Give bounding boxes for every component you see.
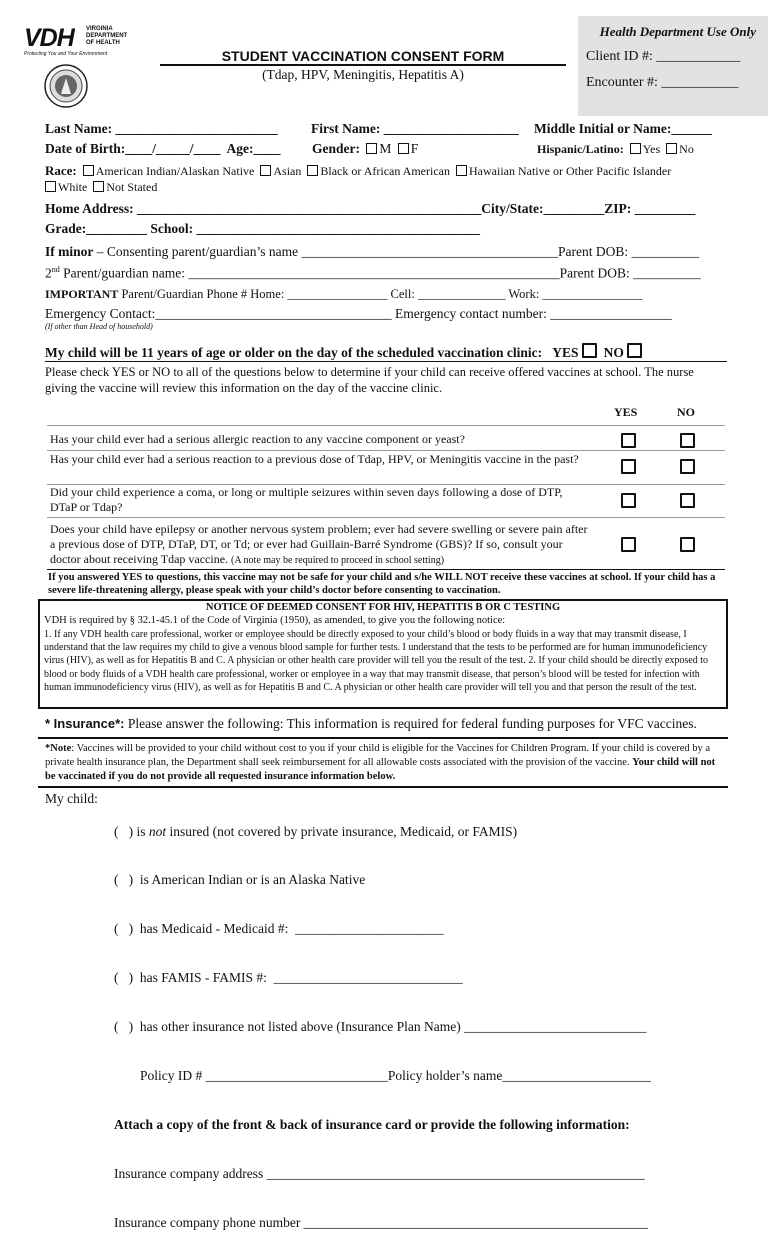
consenting-parent-field[interactable]: If minor – Consenting parent/guardian’s name ______________________________________Parent DOB: __________: [45, 244, 699, 259]
company-phone-field[interactable]: Insurance company phone number ___________________________________________________: [114, 1214, 648, 1230]
hispanic-group: [537, 142, 694, 157]
race-asian-checkbox[interactable]: [260, 165, 271, 176]
client-id-field[interactable]: Client ID #: ____________: [586, 49, 741, 64]
notice-box: [38, 599, 728, 709]
emergency-note: (If other than Head of household): [45, 322, 153, 331]
age-question-rule: [45, 361, 727, 362]
race-hawaiian-label: Hawaiian Native or Other Pacific Islander: [469, 164, 672, 178]
form-subtitle: (Tdap, HPV, Meningitis, Hepatitis A): [262, 67, 464, 82]
race-group: [45, 163, 725, 195]
race-black-label: Black or African American: [320, 164, 450, 178]
notice-title: NOTICE OF DEEMED CONSENT FOR HIV, HEPATITIS B OR C TESTING: [205, 602, 561, 613]
race-not-stated-checkbox[interactable]: [93, 181, 104, 192]
table-rule: [47, 569, 725, 570]
form-title: STUDENT VACCINATION CONSENT FORM: [221, 48, 505, 64]
policy-id-field[interactable]: Policy ID # ___________________________Policy holder’s name______________________: [140, 1068, 651, 1084]
instructions-text: Please check YES or NO to all of the questions below to determine if your child can receive offered vaccines at school. The nurse giving the vaccine will review this information on the day of the vaccine clinic.: [45, 365, 694, 395]
gender-m-checkbox[interactable]: [366, 143, 377, 154]
health-dept-use-box: [578, 16, 768, 116]
notice-body: 1. If any VDH health care professional, worker or employee should be directly exposed to your child’s blood or body fluids in a way that may transmit disease, I understand that the law requires my child to give a venous blood sample for further tests. I understand that the tests to be performed are for human immunodeficiency virus (HIV), as well as for Hepatitis B and C. A physician or other health care provider will tell you the result of the test. 2. If your child should be directly exposed to blood or body fluids of a VDH health care professional, worker or employee in a way that may transmit disease, that person’s blood will be tested for infection with human immunodeficiency virus (HIV), as well as for Hepatitis B and C. A physician or other health care provider will tell you and that person the result of the test.: [44, 629, 709, 693]
question-3: Did your child experience a coma, or long or multiple seizures within seven days following a dose of DTP, DTaP or Tdap?: [50, 485, 563, 514]
health-dept-use-title: Health Department Use Only: [599, 24, 756, 39]
warning-text: If you answered YES to questions, this vaccine may not be safe for your child and s/he WILL NOT receive these vaccines at school. If your child has a severe life-threatening allergy, please speak with your child’s doctor before consenting to vaccination.: [48, 572, 716, 596]
insurance-options: [114, 791, 651, 1247]
grade-school-field[interactable]: Grade:_________ School: __________________________________________: [45, 221, 480, 236]
q1-yes-checkbox[interactable]: [621, 433, 636, 448]
yes-column-header: YES: [614, 405, 638, 419]
first-name-field[interactable]: First Name: ____________________: [311, 121, 519, 136]
option-other-insurance[interactable]: ( ) has other insurance not listed above (Insurance Plan Name) ___________________________: [114, 1019, 647, 1035]
gender-f-checkbox[interactable]: [398, 143, 409, 154]
race-hawaiian-checkbox[interactable]: [456, 165, 467, 176]
gender-group: [312, 141, 418, 157]
option-medicaid[interactable]: ( ) has Medicaid - Medicaid #: ______________________: [114, 921, 444, 937]
gender-m-label: M: [379, 141, 392, 156]
age-question: My child will be 11 years of age or older on the day of the scheduled vaccination clinic: YES NO: [45, 343, 642, 361]
insurance-rule-top: [38, 737, 728, 739]
race-white-checkbox[interactable]: [45, 181, 56, 192]
insurance-rule-bottom: [38, 786, 728, 788]
parent-phone-field[interactable]: IMPORTANT Parent/Guardian Phone # Home: ________________ Cell: ______________ Work: ________________: [45, 287, 643, 301]
question-4: Does your child have epilepsy or another nervous system problem; ever had severe swelling or severe pain after a previous dose of DTP, DTaP, DT, or Td; or ever had Guillain-Barré Syndrome (GBS)? If so, consult your doctor about receiving Tdap vaccine. (A note may be required to proceed in school setting): [50, 522, 588, 566]
table-rule: [47, 450, 725, 451]
insurance-note: *Note: Vaccines will be provided to your child without cost to you if your child is eligible for the Vaccines for Children Program. If your child is covered by a private health insurance plan, the Department shall seek reimbursement for all allowable costs associated with the provision of the vaccine. Your child will not be vaccinated if you do not provide all requested insurance information below.: [45, 743, 716, 782]
age-no-checkbox[interactable]: [627, 343, 642, 358]
gender-label: Gender:: [312, 141, 360, 156]
last-name-field[interactable]: Last Name: ________________________: [45, 121, 278, 136]
race-not-stated-label: Not Stated: [106, 180, 158, 194]
encounter-field[interactable]: Encounter #: ___________: [586, 75, 739, 90]
insurance-heading: * Insurance*: Please answer the following: This information is required for federal funding purposes for VFC vaccines.: [45, 716, 697, 731]
option-not-insured[interactable]: ( ) is not insured (not covered by private insurance, Medicaid, or FAMIS): [114, 823, 518, 839]
hispanic-no-checkbox[interactable]: [666, 143, 677, 154]
virginia-seal: [44, 64, 88, 108]
age-yes-checkbox[interactable]: [582, 343, 597, 358]
attach-instruction: Attach a copy of the front & back of insurance card or provide the following information:: [114, 1116, 630, 1132]
second-parent-field[interactable]: 2nd Parent/guardian name: _______________________________________________________Parent DOB: __________: [45, 265, 701, 281]
table-rule: [47, 517, 725, 518]
hispanic-label: Hispanic/Latino:: [537, 142, 624, 156]
hispanic-yes-label: Yes: [642, 142, 661, 156]
gender-f-label: F: [410, 141, 419, 156]
emergency-contact-field[interactable]: Emergency Contact:___________________________________ Emergency contact number: __________________: [45, 306, 672, 321]
q1-no-checkbox[interactable]: [680, 433, 695, 448]
table-rule: [47, 425, 725, 426]
company-address-field[interactable]: Insurance company address ________________________________________________________: [114, 1165, 645, 1181]
vdh-logo: [24, 24, 134, 58]
question-2: Has your child ever had a serious reaction to a previous dose of Tdap, HPV, or Meningitis vaccine in the past?: [50, 452, 579, 466]
my-child-label: My child:: [45, 791, 98, 806]
race-aian-checkbox[interactable]: [83, 165, 94, 176]
no-column-header: NO: [677, 405, 695, 419]
option-american-indian[interactable]: ( ) is American Indian or is an Alaska Native: [114, 872, 366, 888]
q2-yes-checkbox[interactable]: [621, 459, 636, 474]
option-famis[interactable]: ( ) has FAMIS - FAMIS #: ____________________________: [114, 970, 463, 986]
q3-no-checkbox[interactable]: [680, 493, 695, 508]
race-aian-label: American Indian/Alaskan Native: [95, 164, 255, 178]
q4-no-checkbox[interactable]: [680, 537, 695, 552]
race-asian-label: Asian: [273, 164, 302, 178]
vdh-logo-tagline: Protecting You and Your Environment: [24, 51, 108, 57]
middle-name-field[interactable]: Middle Initial or Name:______: [534, 121, 712, 136]
title-rule: [160, 64, 566, 66]
hispanic-no-label: No: [679, 142, 694, 156]
hispanic-yes-checkbox[interactable]: [630, 143, 641, 154]
question-1: Has your child ever had a serious allergic reaction to any vaccine component or yeast?: [50, 432, 465, 446]
race-white-label: White: [58, 180, 88, 194]
q4-yes-checkbox[interactable]: [621, 537, 636, 552]
race-label: Race:: [45, 163, 77, 178]
race-black-checkbox[interactable]: [307, 165, 318, 176]
q2-no-checkbox[interactable]: [680, 459, 695, 474]
vdh-logo-words: VIRGINIA DEPARTMENT OF HEALTH: [86, 26, 128, 46]
home-address-field[interactable]: Home Address: ___________________________________________________City/State:_________ZIP: _________: [45, 201, 696, 216]
vdh-logo-mark: VDH: [24, 24, 74, 52]
q3-yes-checkbox[interactable]: [621, 493, 636, 508]
dob-age-field[interactable]: Date of Birth:____/_____/____ Age:____: [45, 141, 281, 156]
notice-body-intro: VDH is required by § 32.1-45.1 of the Code of Virginia (1950), as amended, to give you the following notice:: [44, 615, 506, 626]
